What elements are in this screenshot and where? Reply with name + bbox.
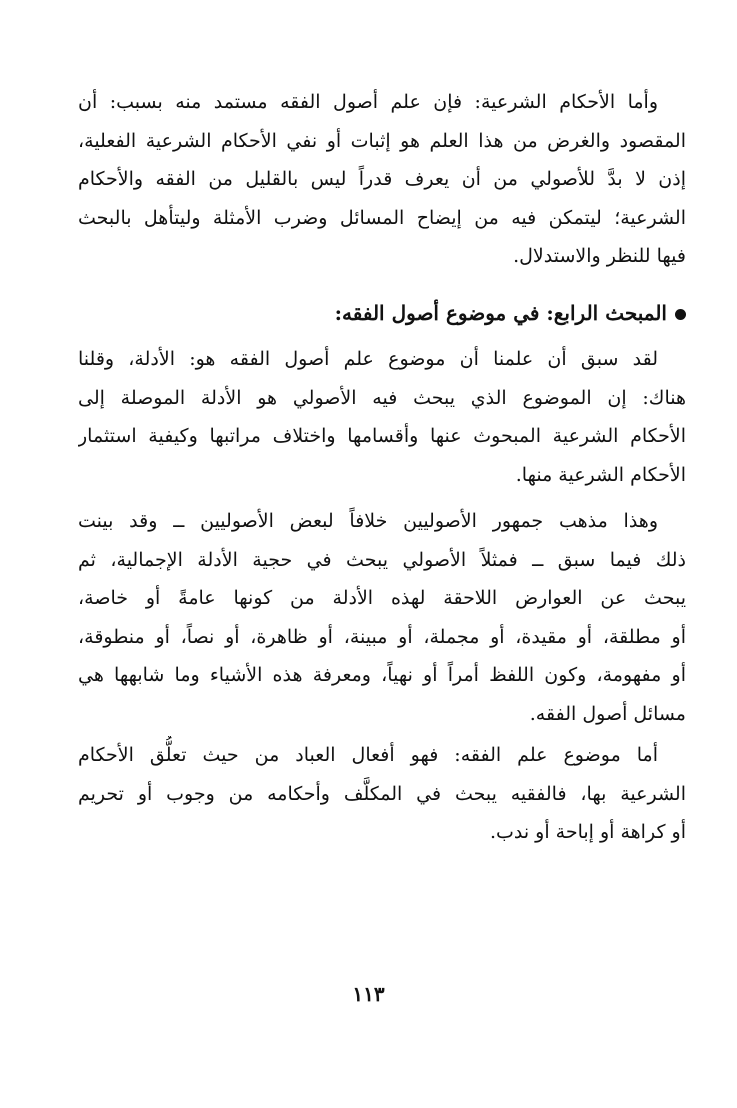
paragraph-1-line-2: المقصود والغرض من هذا العلم هو إثبات أو نفي الأحكام الشرعية الفعلية،: [78, 129, 686, 152]
paragraph-1-line-5: فيها للنظر والاستدلال.: [513, 245, 686, 267]
paragraph-1: [78, 83, 686, 276]
paragraph-3-line-2: ذلك فيما سبق ــ فمثلاً الأصولي يبحث في حجية الأدلة الإجمالية، ثم: [78, 548, 686, 571]
paragraph-1-line-4: الشرعية؛ ليتمكن فيه من إيضاح المسائل وضرب الأمثلة وليتأهل بالبحث: [78, 206, 686, 229]
paragraph-2: [78, 340, 686, 494]
paragraph-3: [78, 502, 686, 733]
paragraph-2-line-2: هناك: إن الموضوع الذي يبحث فيه الأصولي هو الأدلة الموصلة إلى: [78, 386, 686, 409]
paragraph-4: [78, 736, 686, 852]
section-heading: [78, 294, 686, 332]
paragraph-3-line-5: أو مفهومة، وكون اللفظ أمراً أو نهياً، ومعرفة هذه الأشياء وما شابهها هي: [78, 664, 686, 686]
paragraph-2-line-4: الأحكام الشرعية منها.: [515, 463, 686, 486]
paragraph-2-line-3: الأحكام الشرعية المبحوث عنها وأقسامها واختلاف مراتبها وكيفية استثمار: [78, 425, 686, 447]
paragraph-3-line-4: أو مطلقة، أو مقيدة، أو مجملة، أو مبينة، أو ظاهرة، أو نصاً، أو منطوقة،: [78, 625, 686, 648]
page-number: ١١٣: [352, 982, 385, 1006]
paragraph-3-line-1: وهذا مذهب جمهور الأصوليين خلافاً لبعض الأصوليين ــ وقد بينت: [78, 510, 658, 532]
paragraph-1-line-3: إذن لا بدَّ للأصولي من أن يعرف قدراً ليس بالقليل من الفقه والأحكام: [78, 168, 686, 190]
paragraph-1-line-1: وأما الأحكام الشرعية: فإن علم أصول الفقه مستمد منه بسبب: أن: [78, 91, 658, 113]
paragraph-3-line-3: يبحث عن العوارض اللاحقة لهذه الأدلة من كونها عامةً أو خاصة،: [78, 587, 686, 609]
paragraph-2-line-1: لقد سبق أن علمنا أن موضوع علم أصول الفقه هو: الأدلة، وقلنا: [78, 348, 658, 370]
paragraph-3-line-6: مسائل أصول الفقه.: [529, 702, 686, 725]
paragraph-4-line-2: الشرعية بها، فالفقيه يبحث في المكلَّف وأحكامه من وجوب أو تحريم: [78, 782, 686, 805]
paragraph-4-line-1: أما موضوع علم الفقه: فهو أفعال العباد من حيث تعلُّق الأحكام: [78, 744, 658, 766]
bullet-icon: [675, 309, 686, 320]
paragraph-4-line-3: أو كراهة أو إباحة أو ندب.: [489, 821, 686, 843]
section-heading-text: المبحث الرابع: في موضوع أصول الفقه:: [334, 301, 667, 325]
